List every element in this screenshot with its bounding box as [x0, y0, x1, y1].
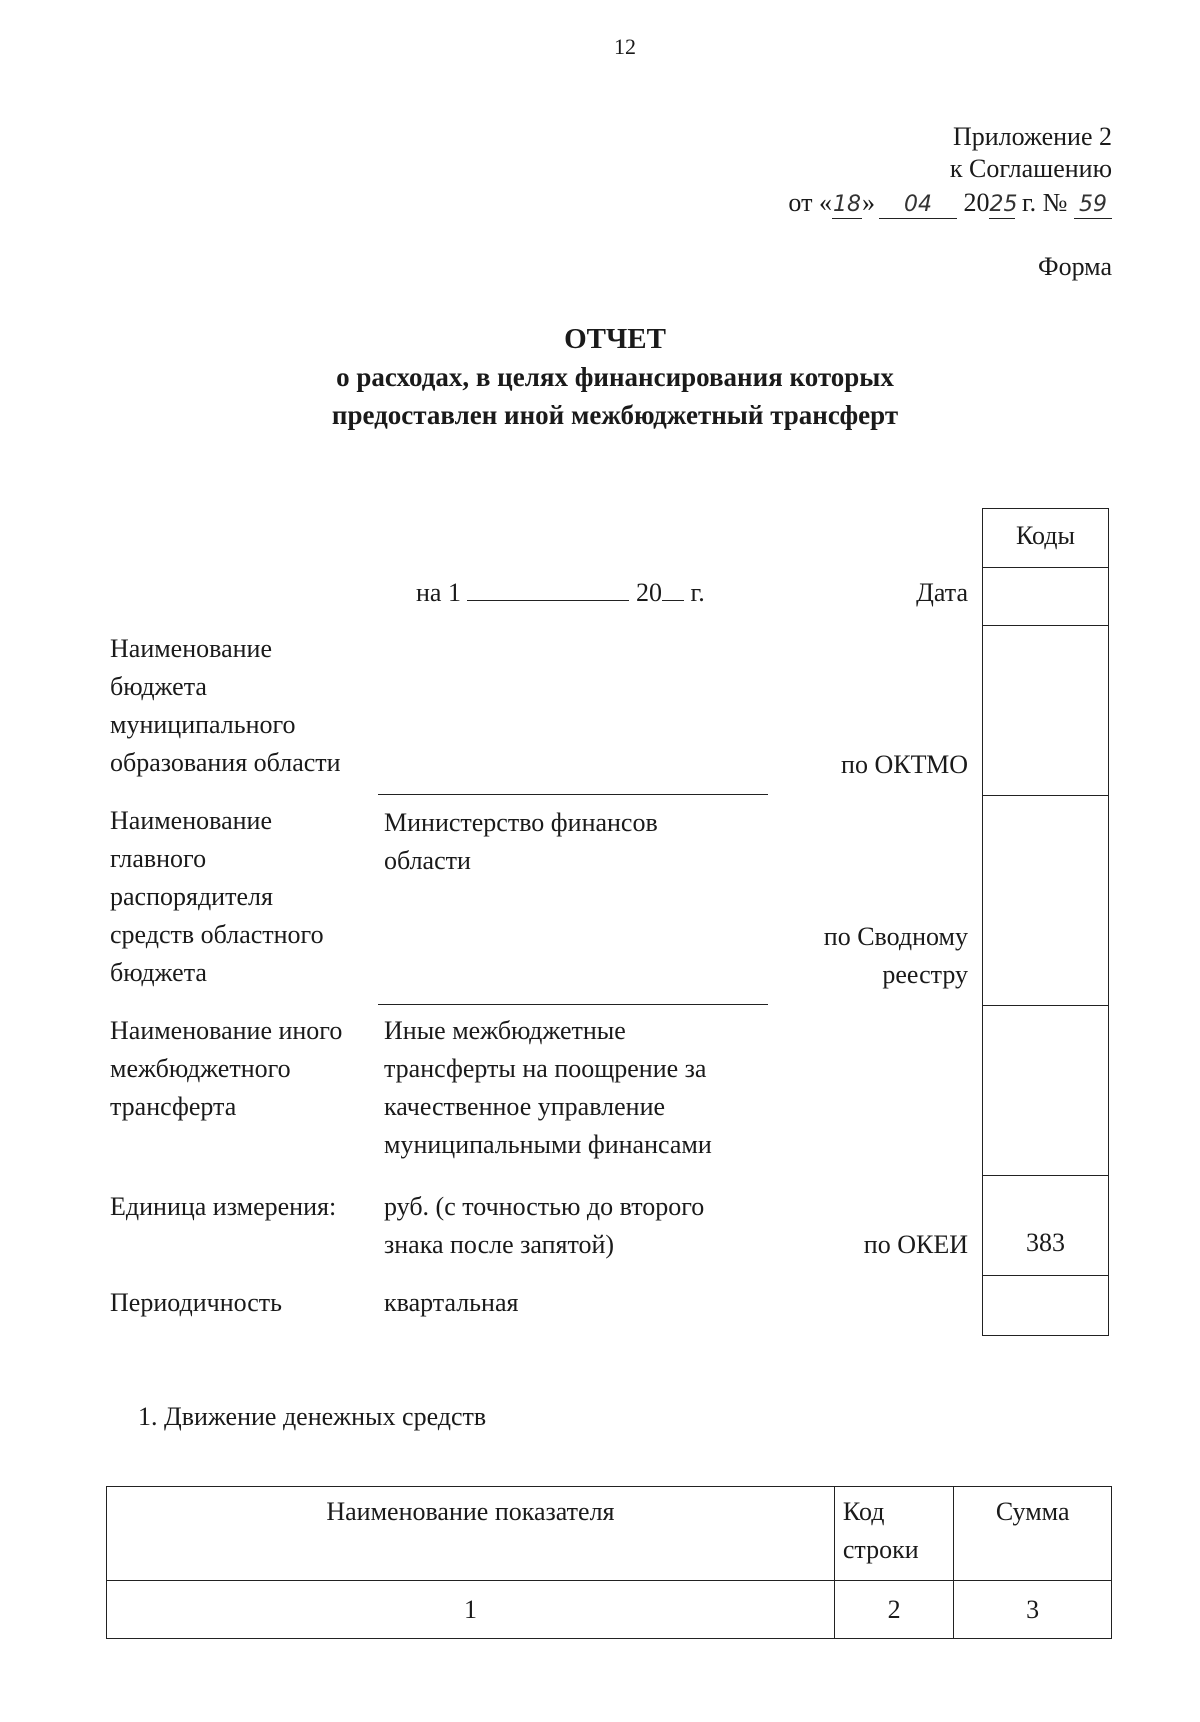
transfer-label-3: трансферта: [110, 1092, 237, 1121]
periodicity-label: Периодичность: [110, 1288, 283, 1317]
table-header-row: [107, 1487, 1112, 1581]
line-code-text: Код строки: [842, 1497, 919, 1564]
okei-code-value: 383: [1026, 1228, 1065, 1257]
unit-value-1: руб. (с точностью до второго: [384, 1192, 705, 1221]
manager-value-underline: [378, 1004, 768, 1005]
manager-label-4: средств областного: [110, 920, 324, 949]
unit-label: Единица измерения:: [110, 1192, 337, 1221]
table-num-1: 1: [107, 1581, 835, 1639]
table-header-line-code: [834, 1487, 953, 1581]
page-number: 12: [614, 34, 636, 59]
report-subtitle-line2: предоставлен иной межбюджетный трансферт: [331, 400, 899, 430]
budget-value-underline: [378, 794, 768, 795]
codes-divider: [983, 1275, 1108, 1276]
section1-heading: 1. Движение денежных средств: [138, 1402, 487, 1431]
transfer-value-4: муниципальными финансами: [384, 1130, 712, 1159]
table-num-3: 3: [954, 1581, 1112, 1639]
table-numbering-row: [107, 1581, 1112, 1639]
budget-label-4: образования области: [110, 748, 341, 777]
report-title: ОТЧЕТ: [564, 323, 666, 355]
day-handwritten: 18: [832, 192, 861, 217]
transfer-value-1: Иные межбюджетные: [384, 1016, 626, 1045]
budget-label-1: Наименование: [110, 634, 272, 663]
oktmo-label: по ОКТМО: [841, 750, 968, 779]
transfer-label-1: Наименование иного: [110, 1016, 343, 1045]
okei-label: по ОКЕИ: [863, 1230, 968, 1259]
codes-divider: [983, 1005, 1108, 1006]
table-num-2: 2: [834, 1581, 953, 1639]
report-date-suffix: г.: [690, 578, 705, 607]
cash-flow-table: [106, 1486, 1112, 1639]
report-year-blank: [662, 576, 684, 601]
report-date-year: 20: [635, 578, 662, 607]
manager-label-1: Наименование: [110, 806, 272, 835]
table-header-indicator: Наименование показателя: [107, 1487, 835, 1581]
date-mid: »: [861, 188, 875, 217]
transfer-value-3: качественное управление: [384, 1092, 666, 1121]
codes-header: Коды: [1016, 521, 1075, 550]
table-header-sum: Сумма: [954, 1487, 1112, 1581]
date-prefix: от «: [788, 188, 832, 217]
codes-column: [982, 508, 1109, 1336]
year-prefix: 20: [963, 188, 990, 217]
transfer-value-2: трансферты на поощрение за: [384, 1054, 707, 1083]
year-handwritten: 25: [989, 192, 1018, 217]
manager-label-3: распорядителя: [110, 882, 273, 911]
manager-label-5: бюджета: [110, 958, 207, 987]
codes-divider: [983, 567, 1108, 568]
svodny-reestr-label-2: реестру: [882, 960, 968, 989]
periodicity-value: квартальная: [384, 1288, 519, 1317]
report-date-prefix: на 1: [416, 578, 461, 607]
appendix-line1: Приложение 2: [952, 122, 1112, 151]
codes-divider: [983, 1175, 1108, 1176]
month-handwritten: 04: [879, 192, 957, 219]
number-handwritten: 59: [1074, 192, 1112, 219]
report-subtitle-line1: о расходах, в целях финансирования которых: [336, 362, 894, 392]
report-date-blank: [467, 576, 629, 601]
manager-value-2: области: [384, 846, 471, 875]
form-label: Форма: [1038, 252, 1112, 281]
manager-value-1: Министерство финансов: [384, 808, 658, 837]
budget-label-2: бюджета: [110, 672, 207, 701]
appendix-line2: к Соглашению: [949, 154, 1112, 183]
codes-divider: [983, 625, 1108, 626]
number-prefix: г. №: [1015, 188, 1068, 217]
date-code-label: Дата: [916, 578, 968, 607]
appendix-date-line: [788, 184, 1112, 222]
manager-label-2: главного: [110, 844, 207, 873]
budget-label-3: муниципального: [110, 710, 296, 739]
codes-divider: [983, 795, 1108, 796]
transfer-label-2: межбюджетного: [110, 1054, 291, 1083]
svodny-reestr-label-1: по Сводному: [823, 922, 968, 951]
report-date-line: [416, 574, 705, 612]
unit-value-2: знака после запятой): [384, 1230, 615, 1259]
